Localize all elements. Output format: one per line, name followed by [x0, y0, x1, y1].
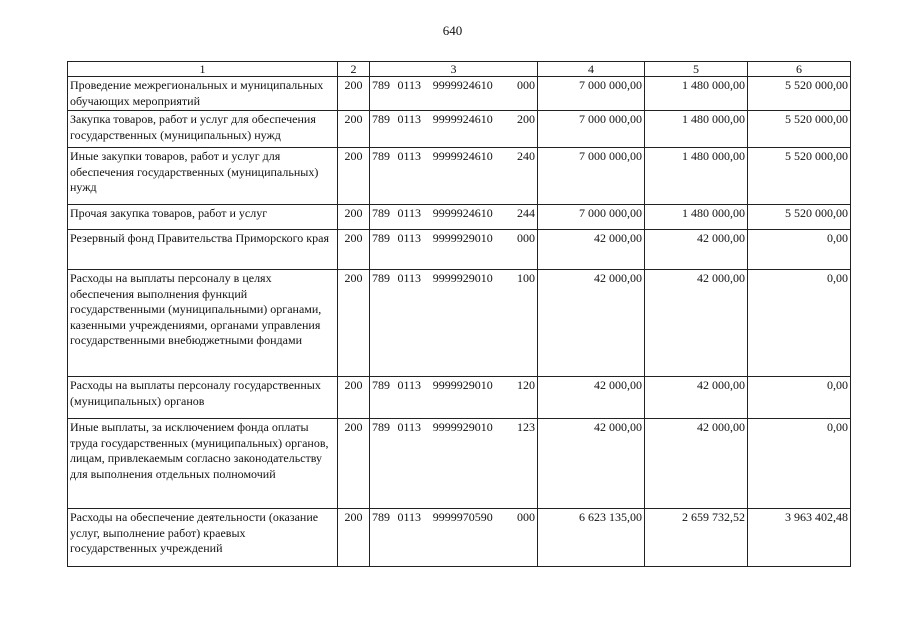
row-value-6: 3 963 402,48 [748, 509, 851, 567]
row-value-4: 7 000 000,00 [538, 77, 645, 111]
row-value-4: 42 000,00 [538, 419, 645, 509]
row-code [370, 77, 538, 111]
code-type: 000 [517, 78, 535, 92]
row-name: Расходы на выплаты персоналу государственных (муниципальных) органов [68, 377, 338, 419]
code-gov: 789 [372, 378, 390, 392]
page-number: 640 [442, 23, 463, 38]
row-name: Прочая закупка товаров, работ и услуг [68, 205, 338, 230]
row-value-6: 0,00 [748, 230, 851, 270]
code-article: 9999929010 [432, 378, 493, 392]
code-gov: 789 [372, 510, 390, 524]
code-gov: 789 [372, 420, 390, 434]
row-name: Расходы на выплаты персоналу в целях обеспечения выполнения функций государственными (муниципальными) органами, казенными учреждениями, органами управления государственными внебюджетными фондами [68, 270, 338, 377]
table-row [68, 230, 851, 270]
col-header-3: 3 [370, 62, 538, 77]
code-article: 9999929010 [432, 231, 493, 245]
col-header-1: 1 [68, 62, 338, 77]
code-article: 9999924610 [432, 112, 493, 126]
code-section: 0113 [397, 378, 422, 392]
row-value-5: 1 480 000,00 [645, 148, 748, 205]
col-header-6: 6 [748, 62, 851, 77]
row-value-5: 42 000,00 [645, 230, 748, 270]
code-section: 0113 [397, 231, 422, 245]
row-code [370, 148, 538, 205]
code-type: 100 [517, 271, 535, 285]
code-type: 240 [517, 149, 535, 163]
code-type: 244 [517, 206, 535, 220]
code-gov: 789 [372, 271, 390, 285]
row-col2: 200 [338, 111, 370, 148]
code-type: 000 [517, 510, 535, 524]
code-article: 9999970590 [432, 510, 493, 524]
table-body [68, 77, 851, 567]
col-header-2: 2 [338, 62, 370, 77]
row-code [370, 509, 538, 567]
row-value-4: 42 000,00 [538, 270, 645, 377]
code-section: 0113 [397, 149, 422, 163]
row-value-6: 0,00 [748, 377, 851, 419]
row-value-5: 1 480 000,00 [645, 205, 748, 230]
row-value-4: 7 000 000,00 [538, 111, 645, 148]
row-name: Резервный фонд Правительства Приморского края [68, 230, 338, 270]
row-col2: 200 [338, 270, 370, 377]
row-code [370, 377, 538, 419]
row-value-4: 42 000,00 [538, 377, 645, 419]
row-value-4: 42 000,00 [538, 230, 645, 270]
row-value-5: 1 480 000,00 [645, 111, 748, 148]
code-gov: 789 [372, 206, 390, 220]
row-value-5: 1 480 000,00 [645, 77, 748, 111]
row-value-5: 42 000,00 [645, 419, 748, 509]
code-article: 9999924610 [432, 149, 493, 163]
row-value-5: 42 000,00 [645, 377, 748, 419]
table-row [68, 148, 851, 205]
row-col2: 200 [338, 205, 370, 230]
code-gov: 789 [372, 78, 390, 92]
row-value-6: 5 520 000,00 [748, 111, 851, 148]
row-col2: 200 [338, 509, 370, 567]
row-value-6: 0,00 [748, 270, 851, 377]
code-type: 123 [517, 420, 535, 434]
row-code [370, 230, 538, 270]
row-name: Проведение межрегиональных и муниципальных обучающих мероприятий [68, 77, 338, 111]
header-row [68, 62, 851, 77]
code-section: 0113 [397, 420, 422, 434]
row-value-5: 2 659 732,52 [645, 509, 748, 567]
row-value-4: 7 000 000,00 [538, 205, 645, 230]
row-col2: 200 [338, 419, 370, 509]
code-section: 0113 [397, 271, 422, 285]
row-name: Иные выплаты, за исключением фонда оплаты труда государственных (муниципальных) органов, лицам, привлекаемым согласно законодательству для выполнения отдельных полномочий [68, 419, 338, 509]
table-row [68, 111, 851, 148]
code-article: 9999929010 [432, 271, 493, 285]
row-col2: 200 [338, 148, 370, 205]
row-value-6: 0,00 [748, 419, 851, 509]
row-value-6: 5 520 000,00 [748, 148, 851, 205]
table-row [68, 270, 851, 377]
code-section: 0113 [397, 78, 422, 92]
code-article: 9999924610 [432, 78, 493, 92]
row-name: Иные закупки товаров, работ и услуг для обеспечения государственных (муниципальных) нужд [68, 148, 338, 205]
table-row [68, 419, 851, 509]
code-article: 9999929010 [432, 420, 493, 434]
code-article: 9999924610 [432, 206, 493, 220]
row-value-6: 5 520 000,00 [748, 77, 851, 111]
budget-table [67, 61, 851, 567]
col-header-4: 4 [538, 62, 645, 77]
row-value-6: 5 520 000,00 [748, 205, 851, 230]
code-type: 000 [517, 231, 535, 245]
code-type: 120 [517, 378, 535, 392]
table-row [68, 377, 851, 419]
code-gov: 789 [372, 231, 390, 245]
code-gov: 789 [372, 112, 390, 126]
row-name: Расходы на обеспечение деятельности (оказание услуг, выполнение работ) краевых государственных учреждений [68, 509, 338, 567]
table-row [68, 77, 851, 111]
row-value-5: 42 000,00 [645, 270, 748, 377]
row-code [370, 419, 538, 509]
code-section: 0113 [397, 510, 422, 524]
row-value-4: 7 000 000,00 [538, 148, 645, 205]
code-gov: 789 [372, 149, 390, 163]
row-value-4: 6 623 135,00 [538, 509, 645, 567]
table-row [68, 205, 851, 230]
table-row [68, 509, 851, 567]
row-code [370, 111, 538, 148]
row-col2: 200 [338, 230, 370, 270]
row-col2: 200 [338, 77, 370, 111]
col-header-5: 5 [645, 62, 748, 77]
code-section: 0113 [397, 206, 422, 220]
row-col2: 200 [338, 377, 370, 419]
code-section: 0113 [397, 112, 422, 126]
row-name: Закупка товаров, работ и услуг для обеспечения государственных (муниципальных) нужд [68, 111, 338, 148]
row-code [370, 205, 538, 230]
row-code [370, 270, 538, 377]
code-type: 200 [517, 112, 535, 126]
